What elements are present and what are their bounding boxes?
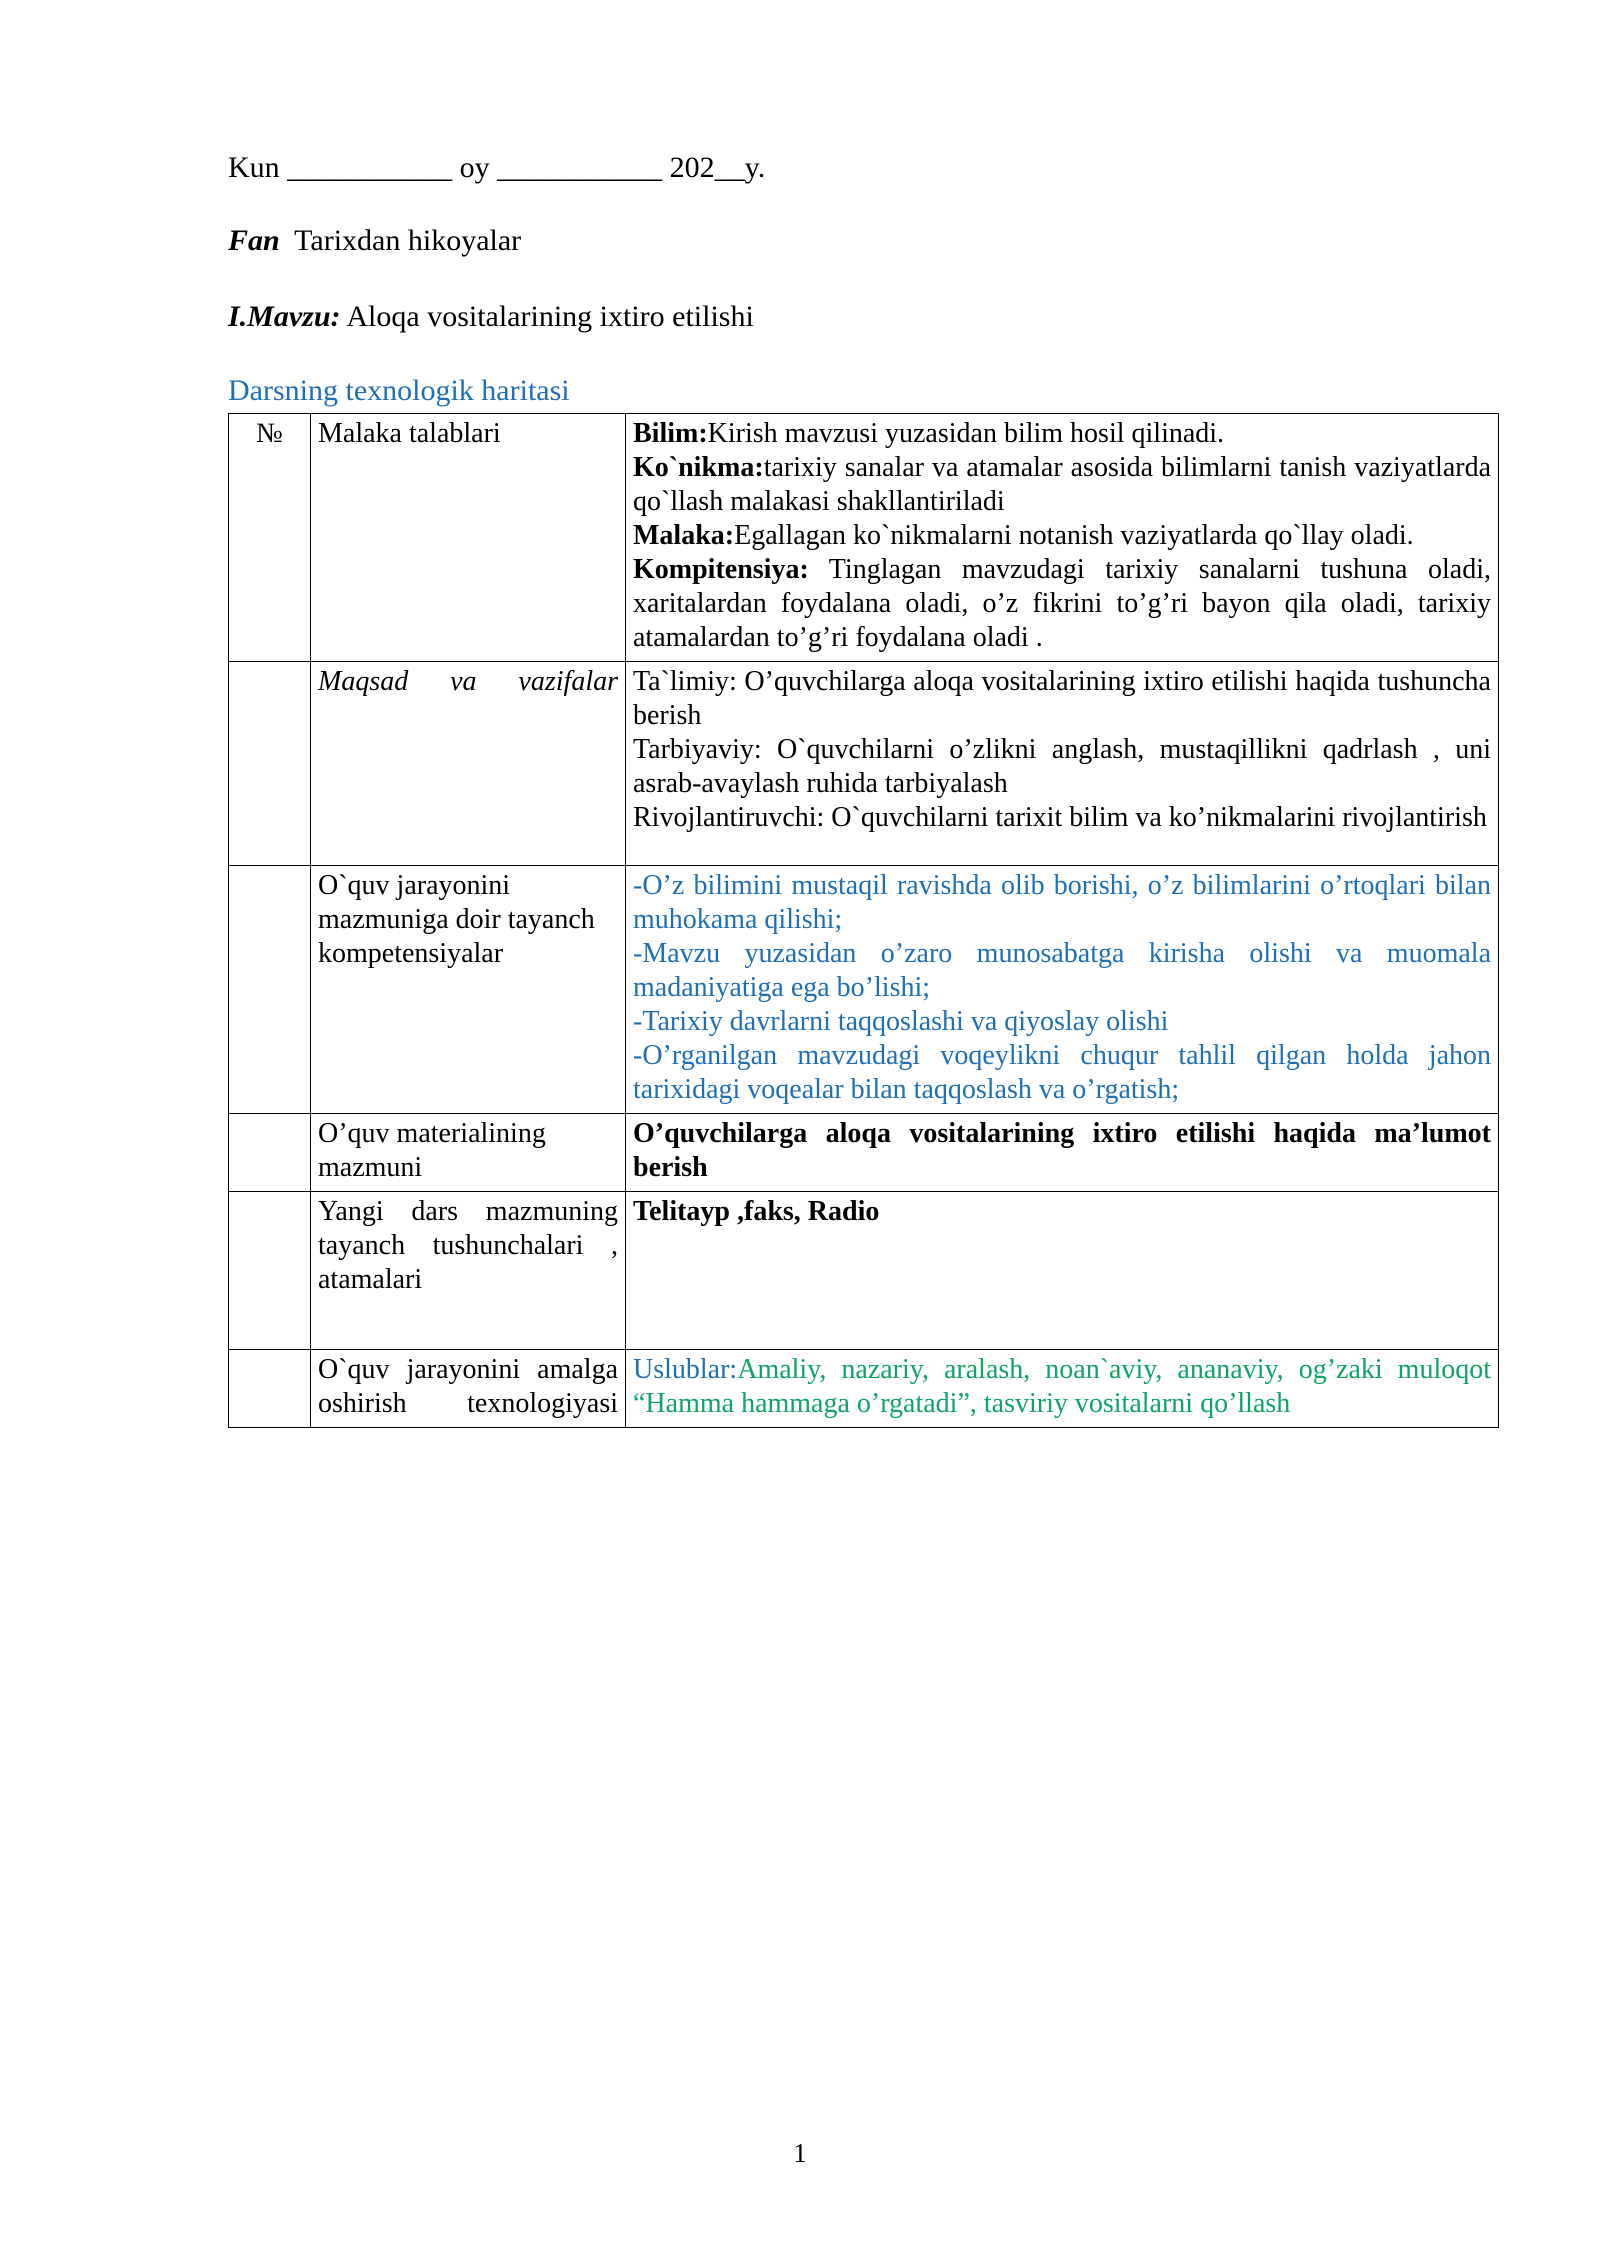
body-lead: Kompitensiya: (633, 553, 809, 585)
document-content (228, 150, 1498, 1428)
row-body-cell (626, 865, 1499, 1113)
row-label-cell (311, 661, 626, 865)
topic-label: I.Mavzu: (228, 299, 341, 333)
table-row (229, 865, 1499, 1113)
table-row (229, 661, 1499, 865)
body-paragraph (633, 417, 1491, 451)
body-text: Kirish mavzusi yuzasidan bilim hosil qilinadi. (707, 417, 1225, 449)
row-label-cell (311, 865, 626, 1113)
body-paragraph: -O’z bilimini mustaqil ravishda olib borishi, o’z bilimlarini o’rtoqlari bilan muhokama qilishi; (633, 869, 1491, 935)
table-row (229, 1113, 1499, 1191)
body-paragraph (633, 519, 1491, 553)
row-label-text: Malaka talablari (318, 417, 501, 449)
subject-line (228, 223, 1498, 258)
row-label-cell (311, 1192, 626, 1350)
subject-value: Tarixdan hikoyalar (294, 224, 522, 258)
body-lead: Malaka: (633, 519, 735, 551)
row-number-cell (229, 1350, 311, 1428)
body-paragraph: Telitayp ,faks, Radio (633, 1196, 880, 1227)
row-body-cell (626, 661, 1499, 865)
body-paragraph (633, 451, 1491, 519)
row-label-text: Maqsad va vazifalar (318, 665, 618, 697)
row-body-cell (626, 1113, 1499, 1191)
page-number: 1 (793, 2138, 807, 2168)
row-label-text: O`quv jarayonini mazmuniga doir tayanch kompetensiyalar (318, 869, 595, 969)
body-text: Tinglagan mavzudagi tarixiy sanalarni tushuna oladi, xaritalardan foydalana oladi, o’z fikrini to’g’ri bayon qila oladi, tarixiy atamalardan to’g’ri foydalana oladi . (633, 553, 1491, 653)
row-label-cell (311, 1350, 626, 1428)
body-paragraph (633, 553, 1491, 655)
row-number-cell (229, 865, 311, 1113)
body-paragraph: -Tarixiy davrlarni taqqoslashi va qiyoslay olishi (633, 1005, 1169, 1037)
table-row (229, 1350, 1499, 1428)
table-row (229, 413, 1499, 661)
row-label-cell (311, 413, 626, 661)
subject-label: Fan (228, 224, 280, 258)
body-text: tarixiy sanalar va atamalar asosida bilimlarni tanish vaziyatlarda qo`llash malakasi shakllantiriladi (633, 451, 1491, 517)
row-number-cell (229, 661, 311, 865)
row-number-cell: № (229, 413, 311, 661)
row-body-cell (626, 1350, 1499, 1428)
technological-map-table (228, 413, 1499, 1428)
body-paragraph: Tarbiyaviy: O`quvchilarni o’zlikni anglash, mustaqillikni qadrlash , uni asrab-avaylash ruhida tarbiyalash (633, 733, 1491, 799)
row-label-cell (311, 1113, 626, 1191)
body-paragraph: -Mavzu yuzasidan o’zaro munosabatga kirisha olishi va muomala madaniyatiga ega bo’lishi; (633, 937, 1491, 1003)
date-line: Kun ___________ oy ___________ 202__y. (228, 151, 766, 184)
body-lead: Uslublar: (633, 1354, 738, 1386)
body-text: Egallagan ko`nikmalarni notanish vaziyatlarda qo`llay oladi. (734, 519, 1414, 551)
row-body-cell (626, 413, 1499, 661)
body-paragraph (633, 1353, 1491, 1421)
row-body-cell (626, 1192, 1499, 1350)
body-paragraph: Ta`limiy: O’quvchilarga aloqa vositalarining ixtiro etilishi haqida tushuncha berish (633, 665, 1491, 731)
body-paragraph: Rivojlantiruvchi: O`quvchilarni tarixit bilim va ko’nikmalarini rivojlantirish (633, 801, 1487, 833)
row-label-text: O’quv materialining mazmuni (318, 1117, 546, 1183)
section-title: Darsning texnologik haritasi (228, 374, 570, 408)
body-paragraph: -O’rganilgan mavzudagi voqeylikni chuqur tahlil qilgan holda jahon tarixidagi voqealar bilan taqqoslash va o’rgatish; (633, 1039, 1491, 1105)
row-label-text: Yangi dars mazmuning tayanch tushunchalari , atamalari (318, 1196, 618, 1296)
row-label-text: O`quv jarayonini amalga oshirish texnologiyasi (318, 1354, 618, 1420)
table-row (229, 1192, 1499, 1350)
body-lead: Bilim: (633, 417, 708, 449)
body-text: Amaliy, nazariy, aralash, noan`aviy, ananaviy, og’zaki muloqot “Hamma hammaga o’rgatadi”, tasviriy vositalarni qo’llash (633, 1354, 1491, 1420)
row-number-cell (229, 1192, 311, 1350)
row-number-cell (229, 1113, 311, 1191)
body-paragraph: O’quvchilarga aloqa vositalarining ixtiro etilishi haqida ma’lumot berish (633, 1117, 1491, 1183)
topic-value: Aloqa vositalarining ixtiro etilishi (346, 299, 754, 333)
body-lead: Ko`nikma: (633, 451, 764, 483)
topic-line (228, 299, 1498, 334)
